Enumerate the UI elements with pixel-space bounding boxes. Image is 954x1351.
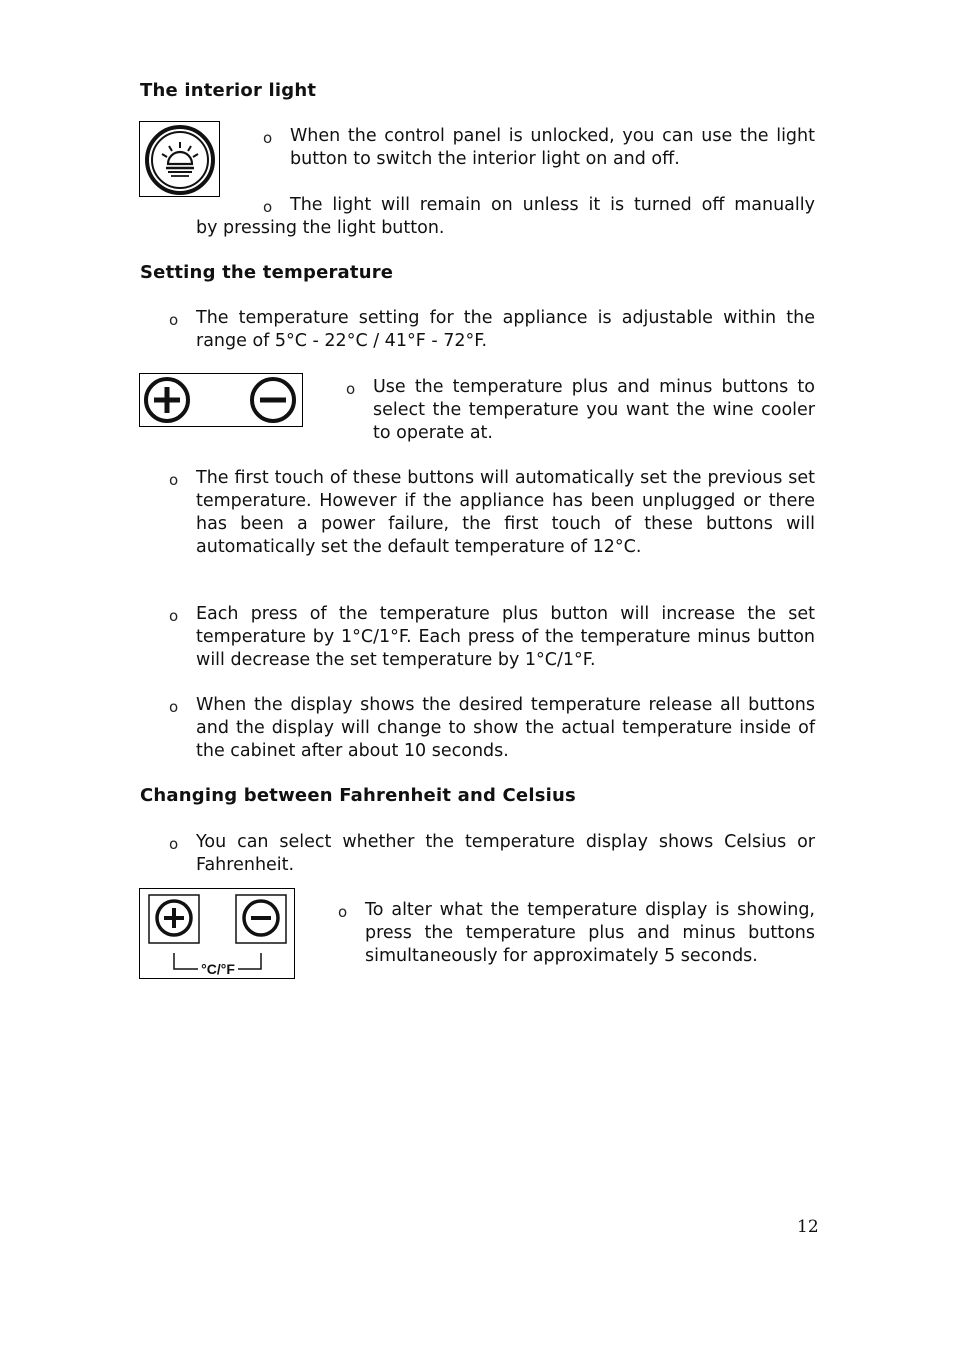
plus-button-icon: [149, 895, 199, 943]
bullet: o: [169, 311, 179, 329]
page-number: 12: [797, 1217, 819, 1237]
bullet: o: [346, 380, 356, 398]
heading-fahrenheit-celsius: Changing between Fahrenheit and Celsius: [140, 785, 576, 806]
plus-button-icon: [146, 379, 188, 421]
plus-minus-text: Use the temperature plus and minus buttons to select the temperature you want the wine cooler to operate at.: [373, 377, 815, 443]
bullet: o: [169, 698, 179, 716]
interior-light-text-2: The light will remain on unless it is turned off manually: [290, 195, 815, 215]
alter-display-text: To alter what the temperature display is showing, press the temperature plus and minus buttons simultaneously for approximately 5 seconds.: [365, 900, 815, 966]
bullet: o: [169, 471, 179, 489]
heading-setting-temperature: Setting the temperature: [140, 262, 394, 283]
light-button-icon: [140, 122, 219, 196]
plus-minus-buttons-image: [139, 373, 303, 427]
temperature-range-text: The temperature setting for the appliance is adjustable within the range of 5°C - 22°C / 41°F - 72°F.: [196, 308, 815, 351]
minus-button-icon: [252, 379, 294, 421]
select-unit-text: You can select whether the temperature display shows Celsius or Fahrenheit.: [196, 832, 815, 875]
bullet: o: [263, 129, 273, 147]
unit-toggle-image: [139, 888, 295, 979]
light-button-image: [139, 121, 220, 197]
unit-label: °C/°F: [201, 961, 235, 977]
interior-light-text-1: When the control panel is unlocked, you can use the light button to switch the interior light on and off.: [290, 126, 815, 169]
each-press-text: Each press of the temperature plus button will increase the set temperature by 1°C/1°F. Each press of the temperature minus button will decrease the set temperature by 1°C/1°F.: [196, 604, 815, 670]
bullet: o: [169, 607, 179, 625]
bullet: o: [338, 903, 348, 921]
bullet: o: [169, 835, 179, 853]
interior-light-text-2-cont: by pressing the light button.: [196, 218, 445, 238]
bullet: o: [263, 198, 273, 216]
minus-button-icon: [236, 895, 286, 943]
first-touch-text: The first touch of these buttons will automatically set the previous set temperature. However if the appliance has been unplugged or there has been a power failure, the first touch of these buttons will automatically set the default temperature of 12°C.: [196, 468, 815, 557]
heading-interior-light: The interior light: [140, 80, 317, 101]
display-release-text: When the display shows the desired temperature release all buttons and the display will change to show the actual temperature inside of the cabinet after about 10 seconds.: [196, 695, 815, 761]
